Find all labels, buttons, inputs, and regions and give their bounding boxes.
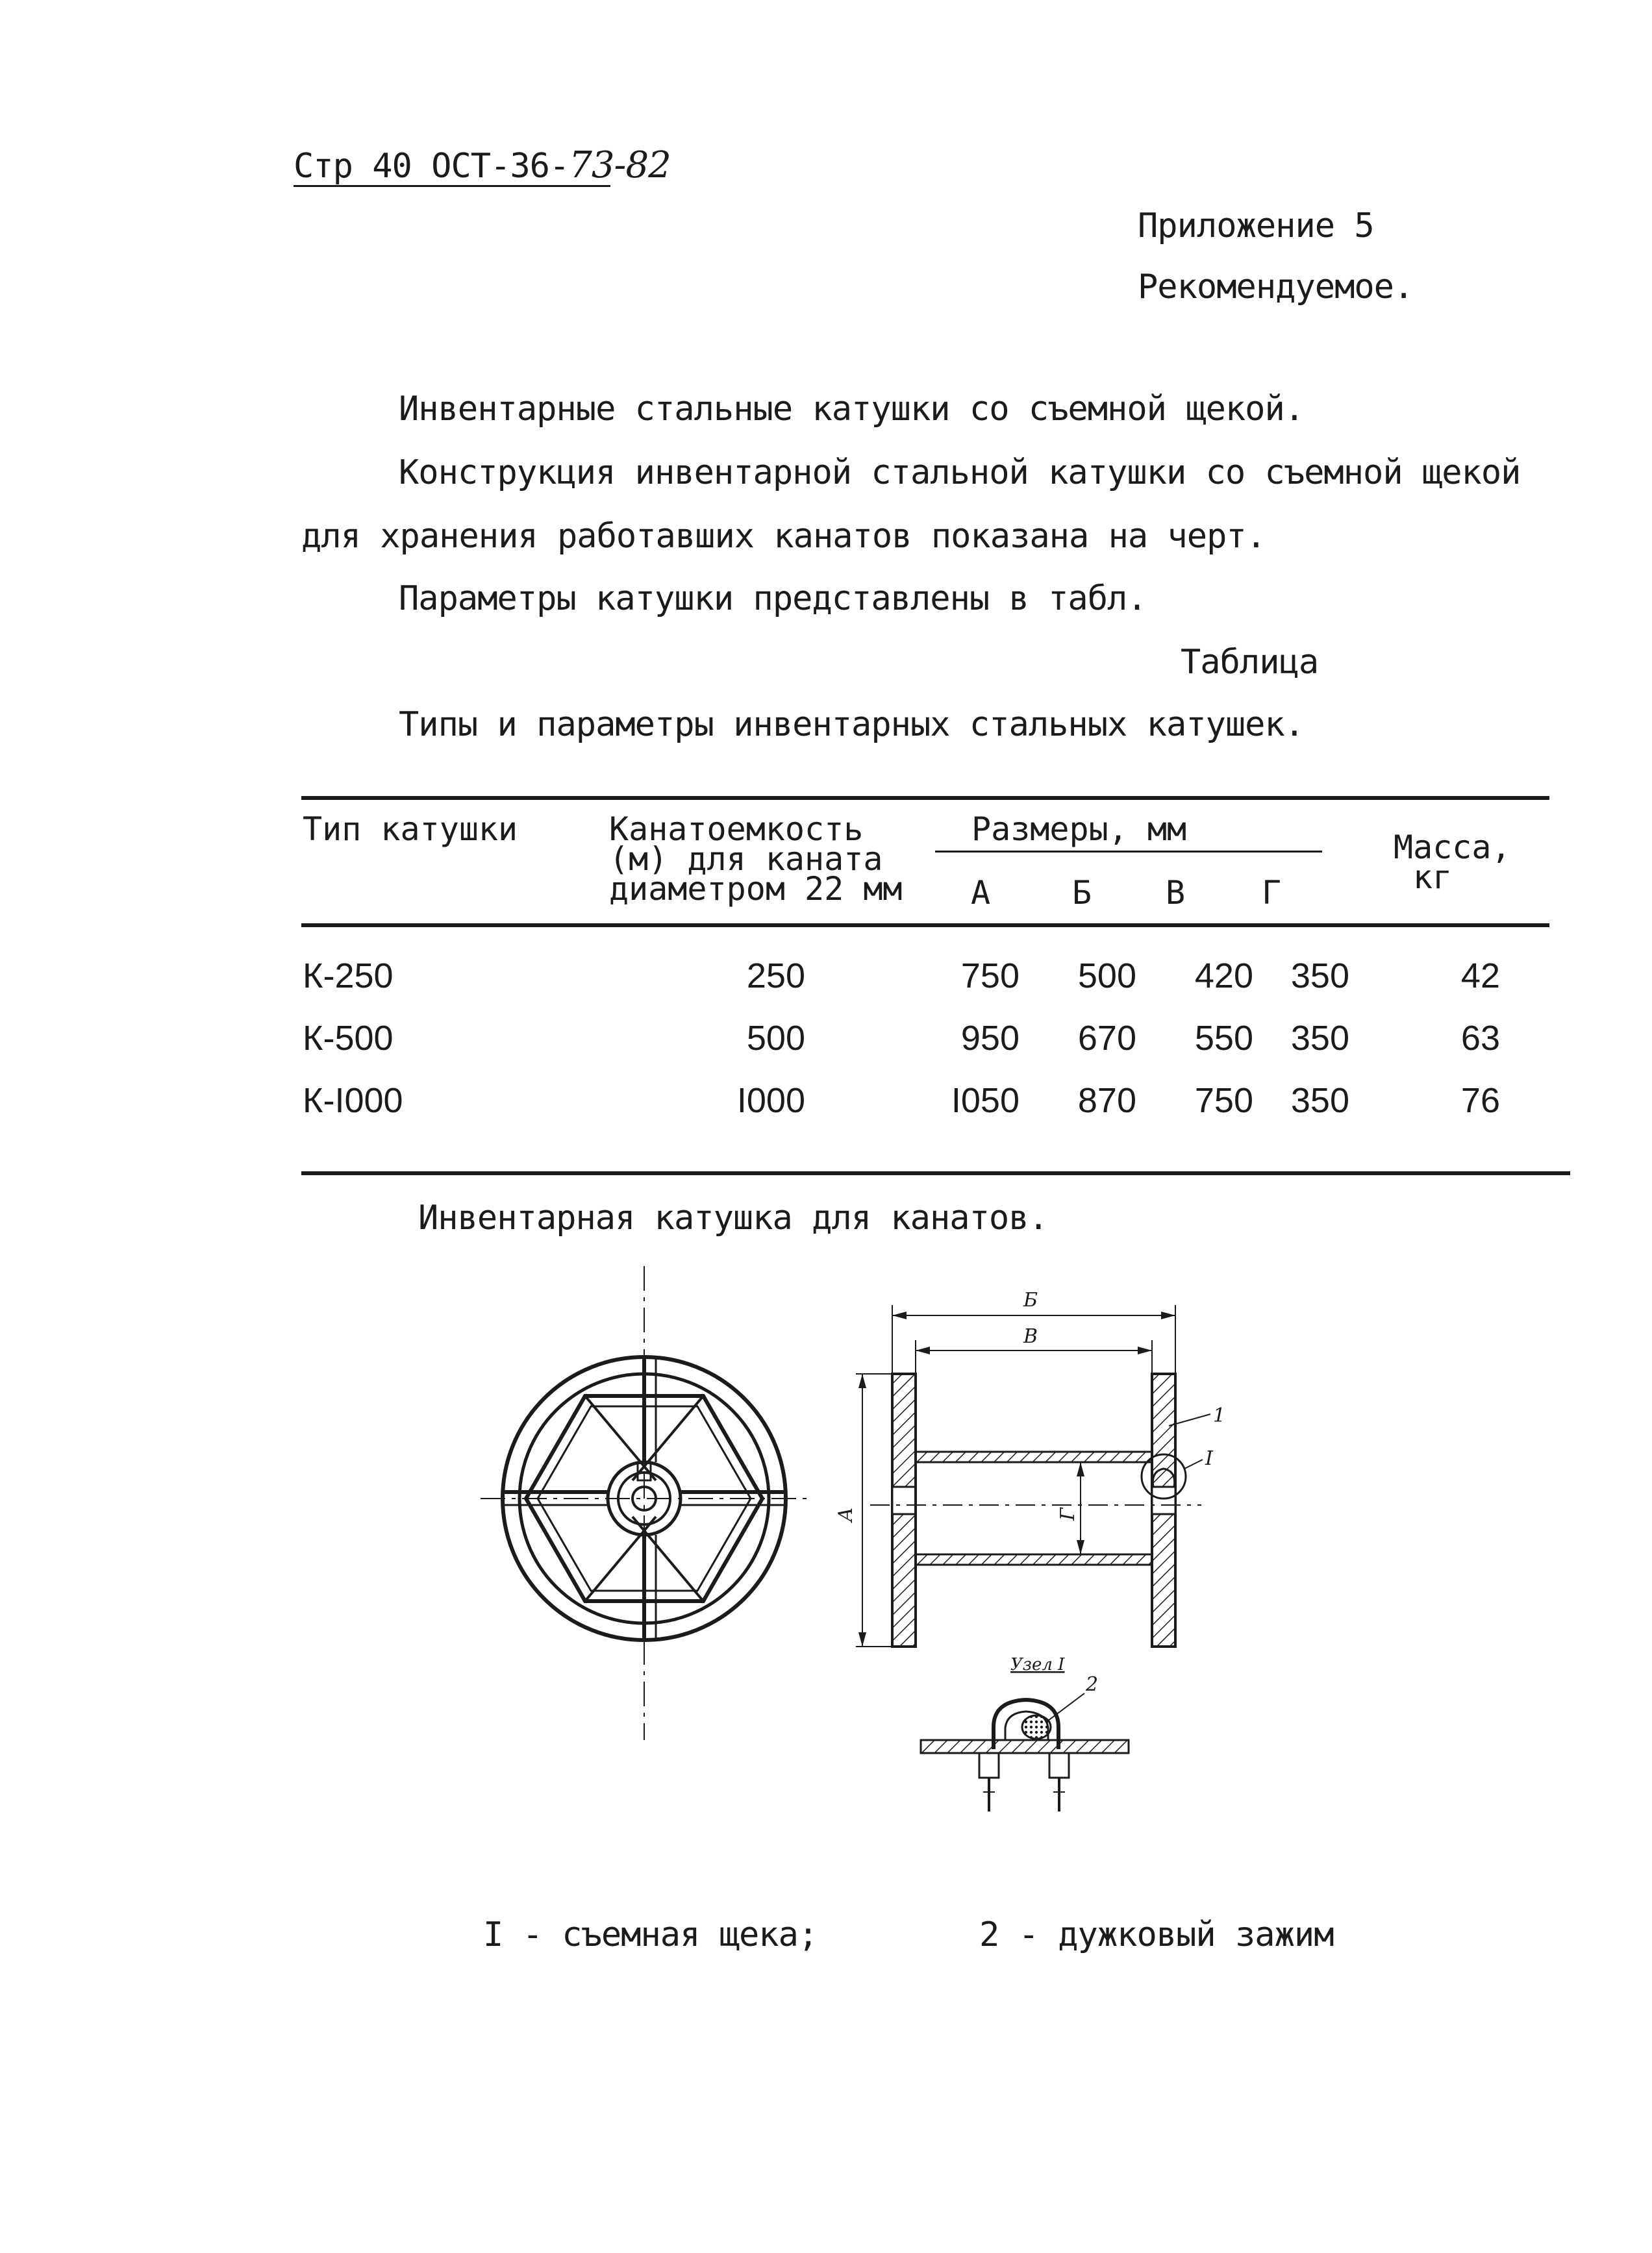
header-mass-line-1: Масса, xyxy=(1394,828,1511,866)
cell-type: К-500 xyxy=(303,1019,394,1058)
paragraph-2: Параметры катушки представлены в табл. xyxy=(399,579,1147,618)
section-heading: Инвентарные стальные катушки со съемной щекой. xyxy=(399,390,1305,429)
cell-capacity: 250 xyxy=(746,956,805,995)
cell-g: 350 xyxy=(1290,1019,1349,1058)
cell-b: 870 xyxy=(1077,1081,1136,1120)
cell-v: 750 xyxy=(1194,1081,1253,1120)
reel-front-view xyxy=(481,1266,812,1740)
cell-g: 350 xyxy=(1290,1081,1349,1120)
header-type: Тип катушки xyxy=(303,810,518,848)
callout-I: I xyxy=(1205,1447,1213,1470)
reel-section-view xyxy=(856,1305,1210,1647)
table-caption: Типы и параметры инвентарных стальных катушек. xyxy=(399,705,1305,744)
paragraph-1-line-2: для хранения работавших канатов показана на черт. xyxy=(301,517,1266,556)
legend-item-2: 2 - дужковый зажим xyxy=(979,1915,1334,1954)
header-dimensions: Размеры, мм xyxy=(971,810,1187,848)
cell-mass: 63 xyxy=(1460,1019,1500,1058)
cell-type: К-250 xyxy=(303,956,394,995)
dim-label-v: В xyxy=(1023,1325,1038,1348)
legend-item-1: I - съемная щека; xyxy=(483,1915,818,1954)
appendix-title: Приложение 5 xyxy=(1138,206,1374,245)
cell-mass: 42 xyxy=(1460,956,1500,995)
header-dim-b: Б xyxy=(1071,874,1092,912)
header-capacity-line-3: диаметром 22 мм xyxy=(609,870,903,908)
header-capacity-line-1: Канатоемкость xyxy=(609,810,864,848)
header-dim-v: В xyxy=(1165,874,1186,912)
cell-capacity: 500 xyxy=(746,1019,805,1058)
cell-mass: 76 xyxy=(1460,1081,1500,1120)
header-prefix: Стр 40 ОСТ-36- xyxy=(294,147,569,186)
cell-a: 750 xyxy=(960,956,1020,995)
header-handwritten-number: 73-82 xyxy=(569,144,671,186)
cell-b: 670 xyxy=(1077,1019,1136,1058)
cell-a: I050 xyxy=(951,1081,1020,1120)
dim-label-a: А xyxy=(834,1507,857,1522)
cell-capacity: I000 xyxy=(736,1081,805,1120)
dim-label-b: Б xyxy=(1023,1289,1038,1312)
header-capacity-line-2: (м) для каната xyxy=(609,840,883,878)
node-label: Узел I xyxy=(1010,1655,1065,1674)
figure-caption: Инвентарная катушка для канатов. xyxy=(418,1199,1048,1238)
callout-1: 1 xyxy=(1213,1404,1226,1427)
cell-a: 950 xyxy=(960,1019,1020,1058)
cell-b: 500 xyxy=(1077,956,1136,995)
cell-v: 420 xyxy=(1194,956,1253,995)
paragraph-1-line-1: Конструкция инвентарной стальной катушки со съемной щекой xyxy=(399,453,1521,492)
cell-type: К-I000 xyxy=(303,1081,403,1120)
header-dim-a: А xyxy=(970,874,991,912)
cell-g: 350 xyxy=(1290,956,1349,995)
clamp-detail xyxy=(921,1693,1129,1811)
appendix-status: Рекомендуемое. xyxy=(1138,268,1414,306)
table-label: Таблица xyxy=(1181,643,1319,682)
cell-v: 550 xyxy=(1194,1019,1253,1058)
dim-label-g: Г xyxy=(1057,1508,1079,1521)
callout-2: 2 xyxy=(1086,1673,1099,1696)
header-dim-g: Г xyxy=(1261,874,1282,912)
header-mass-line-2: кг xyxy=(1413,858,1453,896)
